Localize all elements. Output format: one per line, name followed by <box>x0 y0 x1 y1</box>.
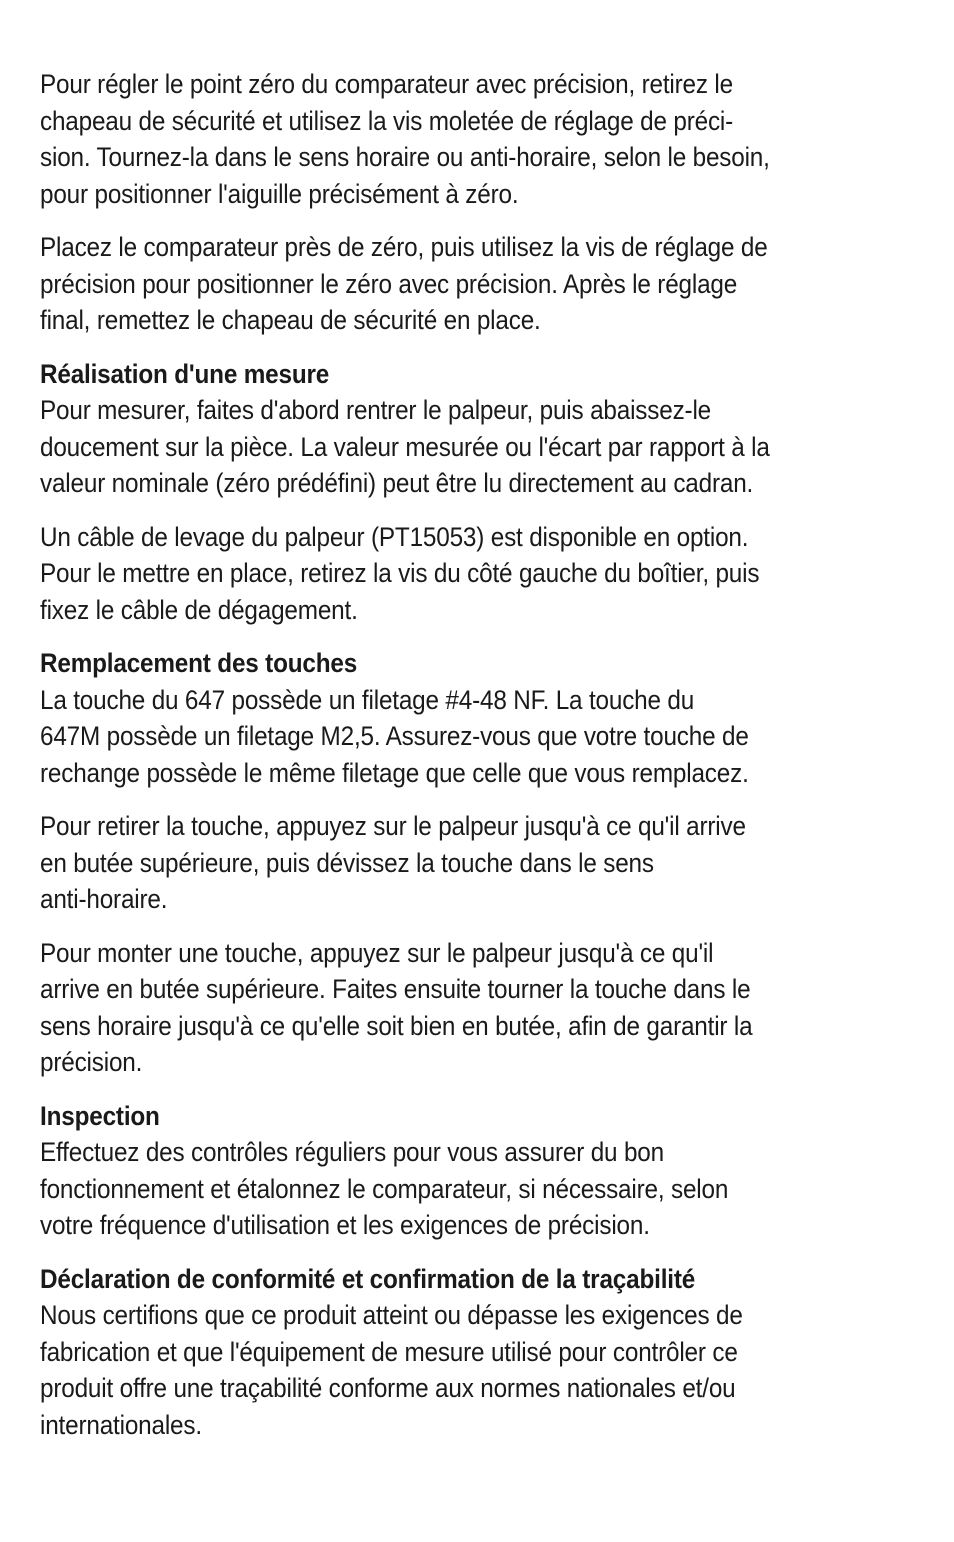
text-line: pour positionner l'aiguille précisément à zéro. <box>40 178 519 209</box>
text-line: fabrication et que l'équipement de mesure utilisé pour contrôler ce <box>40 1336 738 1367</box>
section-heading: Réalisation d'une mesure <box>40 358 330 389</box>
text-line: fixez le câble de dégagement. <box>40 594 358 625</box>
text-line: Pour régler le point zéro du comparateur avec précision, retirez le <box>40 69 733 99</box>
paragraph-remove-contact <box>40 808 890 918</box>
section-heading: Remplacement des touches <box>40 648 358 678</box>
paragraph-mount-contact <box>40 935 890 1081</box>
text-line: anti-horaire. <box>40 884 168 914</box>
text-line: chapeau de sécurité et utilisez la vis moletée de réglage de préci- <box>40 105 734 136</box>
section-conformity <box>40 1261 890 1444</box>
text-line: Pour monter une touche, appuyez sur le palpeur jusqu'à ce qu'il <box>40 937 714 968</box>
text-line: Pour le mettre en place, retirez la vis du côté gauche du boîtier, puis <box>40 558 760 588</box>
text-line: final, remettez le chapeau de sécurité en place. <box>40 305 541 335</box>
text-line: Pour retirer la touche, appuyez sur le palpeur jusqu'à ce qu'il arrive <box>40 811 746 841</box>
text-line: précision pour positionner le zéro avec précision. Après le réglage <box>40 268 738 299</box>
text-line: La touche du 647 possède un filetage #4-48 NF. La touche du <box>40 684 695 715</box>
text-line: Pour mesurer, faites d'abord rentrer le palpeur, puis abaissez-le <box>40 395 712 425</box>
text-line: fonctionnement et étalonnez le comparateur, si nécessaire, selon <box>40 1173 729 1204</box>
text-line: rechange possède le même filetage que celle que vous remplacez. <box>40 757 749 788</box>
section-contact-replacement <box>40 645 890 791</box>
text-line: doucement sur la pièce. La valeur mesurée ou l'écart par rapport à la <box>40 431 770 462</box>
text-line: Placez le comparateur près de zéro, puis utilisez la vis de réglage de <box>40 232 768 262</box>
text-line: en butée supérieure, puis dévissez la touche dans le sens <box>40 847 654 878</box>
text-line: Nous certifions que ce produit atteint ou dépasse les exigences de <box>40 1300 743 1330</box>
paragraph-zero-adjust <box>40 66 890 212</box>
text-line: précision. <box>40 1047 143 1077</box>
section-heading: Déclaration de conformité et confirmation de la traçabilité <box>40 1263 696 1294</box>
text-line: Un câble de levage du palpeur (PT15053) est disponible en option. <box>40 521 749 552</box>
paragraph-zero-position <box>40 229 890 339</box>
text-line: arrive en butée supérieure. Faites ensuite tourner la touche dans le <box>40 974 751 1004</box>
text-line: 647M possède un filetage M2,5. Assurez-vous que votre touche de <box>40 721 749 751</box>
document-body <box>40 66 890 1460</box>
text-line: votre fréquence d'utilisation et les exigences de précision. <box>40 1210 650 1240</box>
text-line: valeur nominale (zéro prédéfini) peut être lu directement au cadran. <box>40 468 754 498</box>
section-measurement <box>40 356 890 502</box>
section-inspection <box>40 1098 890 1244</box>
text-line: Effectuez des contrôles réguliers pour vous assurer du bon <box>40 1137 664 1167</box>
text-line: produit offre une traçabilité conforme aux normes nationales et/ou <box>40 1373 736 1403</box>
text-line: sion. Tournez-la dans le sens horaire ou anti-horaire, selon le besoin, <box>40 142 770 172</box>
text-line: internationales. <box>40 1409 202 1440</box>
text-line: sens horaire jusqu'à ce qu'elle soit bien en butée, afin de garantir la <box>40 1010 753 1041</box>
paragraph-lifting-cable <box>40 519 890 629</box>
section-heading: Inspection <box>40 1100 160 1131</box>
